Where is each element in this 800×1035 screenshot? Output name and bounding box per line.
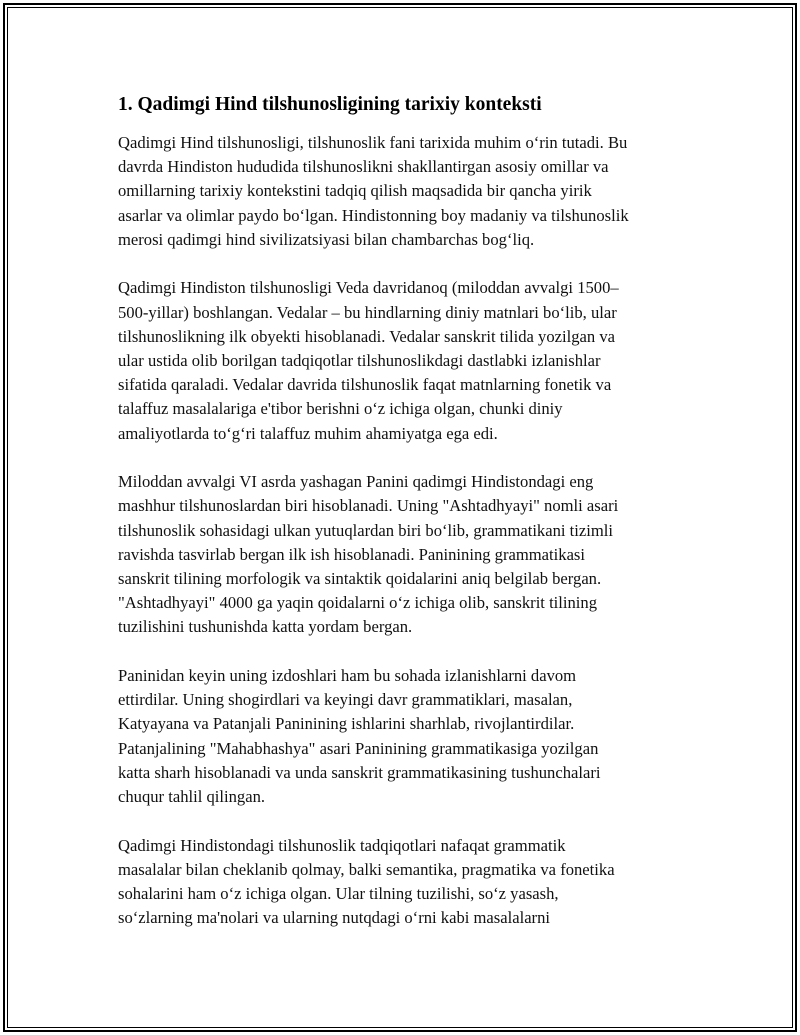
paragraph <box>118 664 688 809</box>
text-line: tilshunoslik sohasidagi ulkan yutuqlardan biri bo‘lib, grammatikani tizimli <box>118 520 613 540</box>
text-line: masalalar bilan cheklanib qolmay, balki semantika, pragmatika va fonetika <box>118 859 615 879</box>
text-line: Katyayana va Patanjali Paninining ishlarini sharhlab, rivojlantirdilar. <box>118 714 575 734</box>
paragraph <box>118 834 688 931</box>
text-line: Qadimgi Hind tilshunosligi, tilshunoslik fani tarixida muhim o‘rin tutadi. Bu <box>118 133 628 152</box>
paragraph <box>118 276 688 445</box>
text-line: Miloddan avvalgi VI asrda yashagan Panini qadimgi Hindistondagi eng <box>118 472 594 492</box>
paragraph <box>118 470 688 639</box>
text-line: ular ustida olib borilgan tadqiqotlar tilshunoslikdagi dastlabki izlanishlar <box>118 351 601 371</box>
text-line: omillarning tarixiy kontekstini tadqiq qilish maqsadida bir qancha yirik <box>118 181 592 201</box>
text-line: mashhur tilshunoslardan biri hisoblanadi. Uning "Ashtadhyayi" nomli asari <box>118 496 619 516</box>
text-line: ravishda tasvirlab bergan ilk ish hisoblanadi. Paninining grammatikasi <box>118 544 585 564</box>
text-line: merosi qadimgi hind sivilizatsiyasi bilan chambarchas bog‘liq. <box>118 229 535 249</box>
paragraph <box>118 131 688 252</box>
text-line: 500-yillar) boshlangan. Vedalar – bu hindlarning diniy matnlari bo‘lib, ular <box>118 302 617 322</box>
text-line: talaffuz masalalariga e'tibor berishni o‘z ichiga olgan, chunki diniy <box>118 399 563 419</box>
section-heading: 1. Qadimgi Hind tilshunosligining tarixiy konteksti <box>118 94 542 115</box>
text-line: Qadimgi Hindiston tilshunosligi Veda davridanoq (miloddan avvalgi 1500– <box>118 278 619 298</box>
text-line: Qadimgi Hindistondagi tilshunoslik tadqiqotlari nafaqat grammatik <box>118 835 566 855</box>
text-line: sohalarini ham o‘z ichiga olgan. Ular tilning tuzilishi, so‘z yasash, <box>118 884 559 904</box>
text-line: sifatida qaraladi. Vedalar davrida tilshunoslik faqat matnlarning fonetik va <box>118 375 612 395</box>
text-line: tilshunoslikning ilk obyekti hisoblanadi. Vedalar sanskrit tilida yozilgan va <box>118 326 615 346</box>
text-line: amaliyotlarda to‘g‘ri talaffuz muhim ahamiyatga ega edi. <box>118 423 498 443</box>
text-line: katta sharh hisoblanadi va unda sanskrit grammatikasining tushunchalari <box>118 762 601 782</box>
text-line: so‘zlarning ma'nolari va ularning nutqdagi o‘rni kabi masalalarni <box>118 908 550 928</box>
paragraph-list <box>118 131 688 930</box>
text-line: Patanjalining "Mahabhashya" asari Paninining grammatikasiga yozilgan <box>118 738 599 758</box>
text-line: Paninidan keyin uning izdoshlari ham bu sohada izlanishlarni davom <box>118 666 577 686</box>
text-line: ettirdilar. Uning shogirdlari va keyingi davr grammatiklari, masalan, <box>118 690 573 710</box>
document-body <box>118 92 688 955</box>
text-line: chuqur tahlil qilingan. <box>118 787 266 807</box>
text-line: sanskrit tilining morfologik va sintaktik qoidalarini aniq belgilab bergan. <box>118 569 602 589</box>
text-line: asarlar va olimlar paydo bo‘lgan. Hindistonning boy madaniy va tilshunoslik <box>118 205 629 225</box>
text-line: tuzilishini tushunishda katta yordam bergan. <box>118 617 413 637</box>
text-line: "Ashtadhyayi" 4000 ga yaqin qoidalarni o‘z ichiga olib, sanskrit tilining <box>118 593 598 613</box>
text-line: davrda Hindiston hududida tilshunoslikni shakllantirgan asosiy omillar va <box>118 157 609 177</box>
